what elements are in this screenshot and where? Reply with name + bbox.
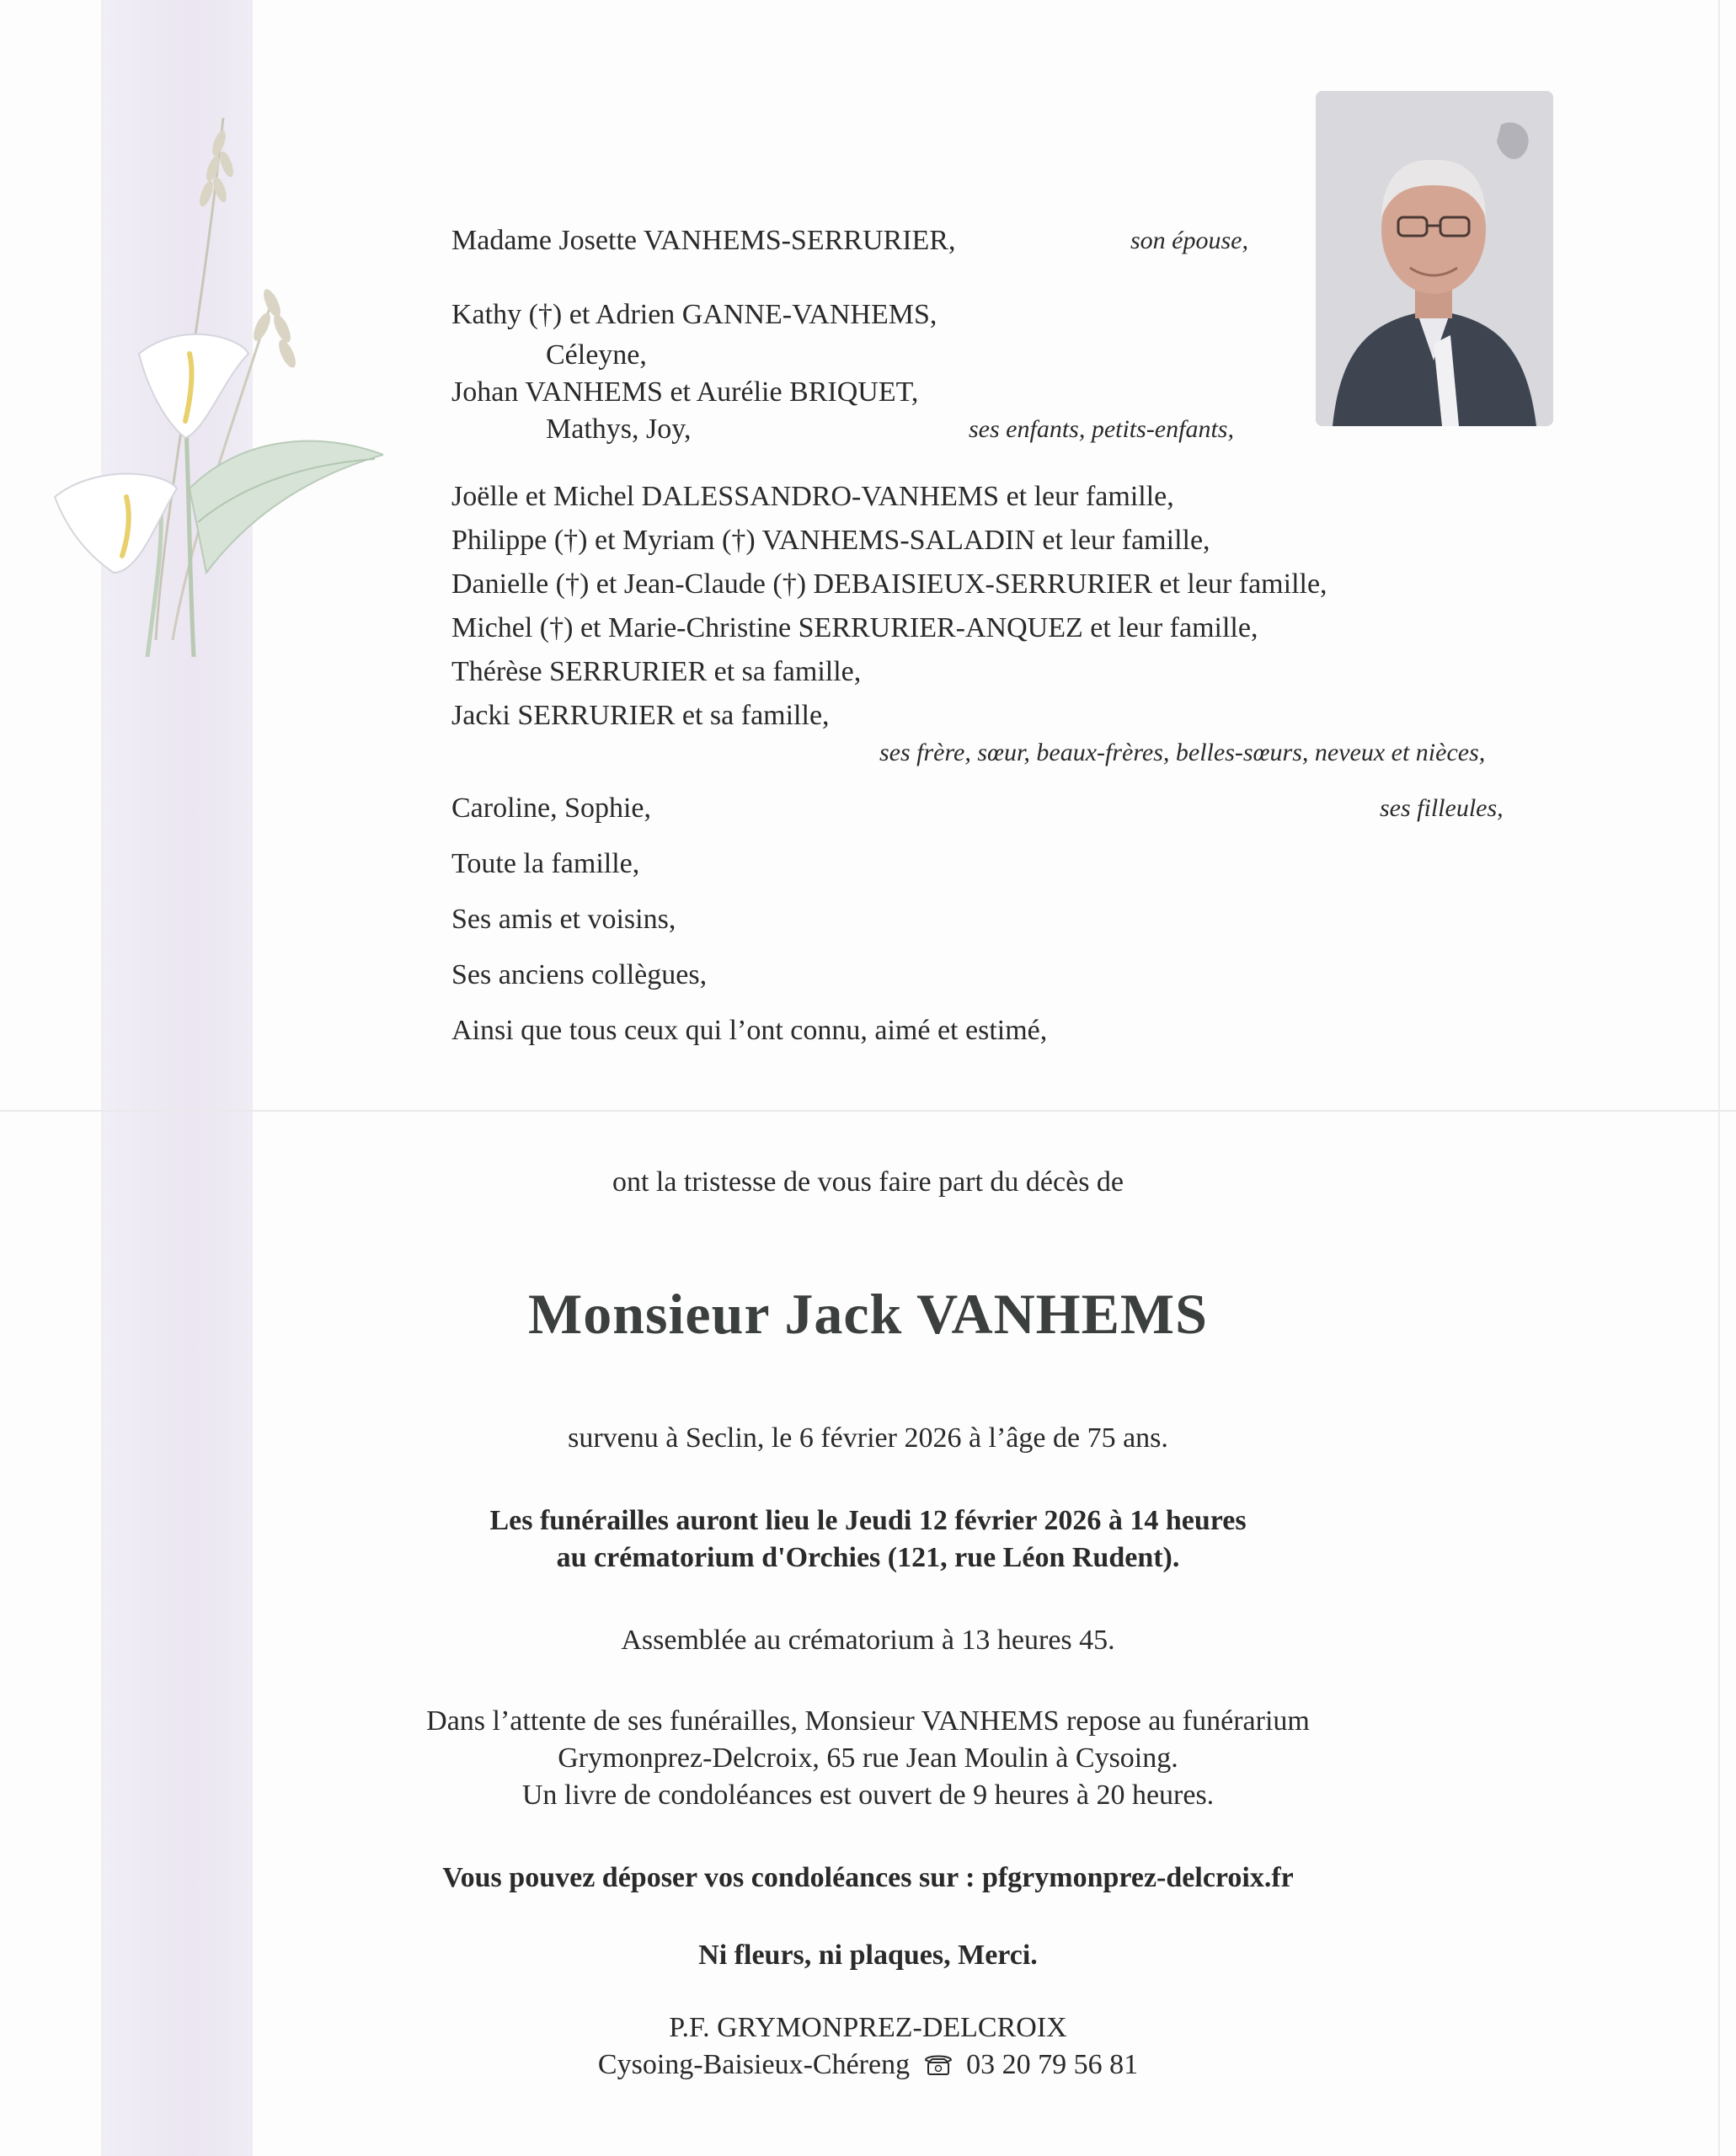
grandchild-line: Mathys, Joy, (546, 414, 692, 445)
grandchild-line: Céleyne, (546, 339, 647, 371)
siblings-role: ses frère, sœur, beaux-frères, belles-sœurs, neveux et nièces, (879, 739, 1486, 766)
other-line: Ses anciens collègues, (451, 959, 708, 990)
spouse-role: son épouse, (1130, 227, 1248, 254)
sibling-line: Joëlle et Michel DALESSANDRO-VANHEMS et leur famille, (451, 481, 1174, 512)
rest-info-line: Un livre de condoléances est ouvert de 9 heures à 20 heures. (521, 1780, 1215, 1811)
no-flowers-note: Ni fleurs, ni plaques, Merci. (698, 1940, 1038, 1971)
death-info: survenu à Seclin, le 6 février 2026 à l’âge de 75 ans. (568, 1422, 1168, 1454)
children-role: ses enfants, petits-enfants, (969, 415, 1234, 443)
child-line: Johan VANHEMS et Aurélie BRIQUET, (451, 376, 919, 408)
funeral-place: au crématorium d'Orchies (121, rue Léon Rudent). (556, 1542, 1180, 1573)
other-line: Ses amis et voisins, (451, 904, 676, 935)
goddaughters-role: ses filleules, (1380, 794, 1504, 822)
page-edge (1718, 0, 1720, 2156)
sibling-line: Michel (†) et Marie-Christine SERRURIER-ANQUEZ et leur famille, (451, 612, 1258, 643)
sibling-line: Jacki SERRURIER et sa famille, (451, 700, 830, 731)
assembly-info: Assemblée au crématorium à 13 heures 45. (621, 1625, 1115, 1656)
sibling-line: Philippe (†) et Myriam (†) VANHEMS-SALADIN et leur famille, (451, 525, 1210, 556)
funeral-date: Les funérailles auront lieu le Jeudi 12 février 2026 à 14 heures (489, 1505, 1247, 1536)
funeral-home-name: P.F. GRYMONPREZ-DELCROIX (669, 2012, 1067, 2043)
deceased-name: Monsieur Jack VANHEMS (528, 1282, 1208, 1346)
condolences-info: Vous pouvez déposer vos condoléances sur : pfgrymonprez-delcroix.fr (442, 1862, 1294, 1893)
sibling-line: Thérèse SERRURIER et sa famille, (451, 656, 862, 687)
announcement-intro: ont la tristesse de vous faire part du décès de (612, 1166, 1124, 1198)
other-line: Ainsi que tous ceux qui l’ont connu, aimé et estimé, (451, 1015, 1048, 1046)
rest-info-line: Dans l’attente de ses funérailles, Monsieur VANHEMS repose au funérarium (426, 1705, 1310, 1737)
child-line: Kathy (†) et Adrien GANNE-VANHEMS, (451, 299, 937, 330)
funeral-home-contact (0, 2047, 1736, 2084)
calla-lily-illustration (46, 101, 383, 657)
rest-info-line: Grymonprez-Delcroix, 65 rue Jean Moulin à Cysoing. (558, 1742, 1178, 1774)
funeral-home-phone: 03 20 79 56 81 (966, 2049, 1139, 2080)
spouse-name: Madame Josette VANHEMS-SERRURIER, (451, 225, 956, 256)
goddaughters-names: Caroline, Sophie, (451, 792, 652, 824)
deceased-portrait (1316, 91, 1553, 426)
sibling-line: Danielle (†) et Jean-Claude (†) DEBAISIEUX-SERRURIER et leur famille, (451, 568, 1327, 600)
fold-line (0, 1110, 1736, 1112)
telephone-icon (922, 2052, 954, 2077)
funeral-home-location: Cysoing-Baisieux-Chéreng (597, 2049, 911, 2080)
portrait-photo (1316, 91, 1553, 426)
other-line: Toute la famille, (451, 848, 640, 879)
